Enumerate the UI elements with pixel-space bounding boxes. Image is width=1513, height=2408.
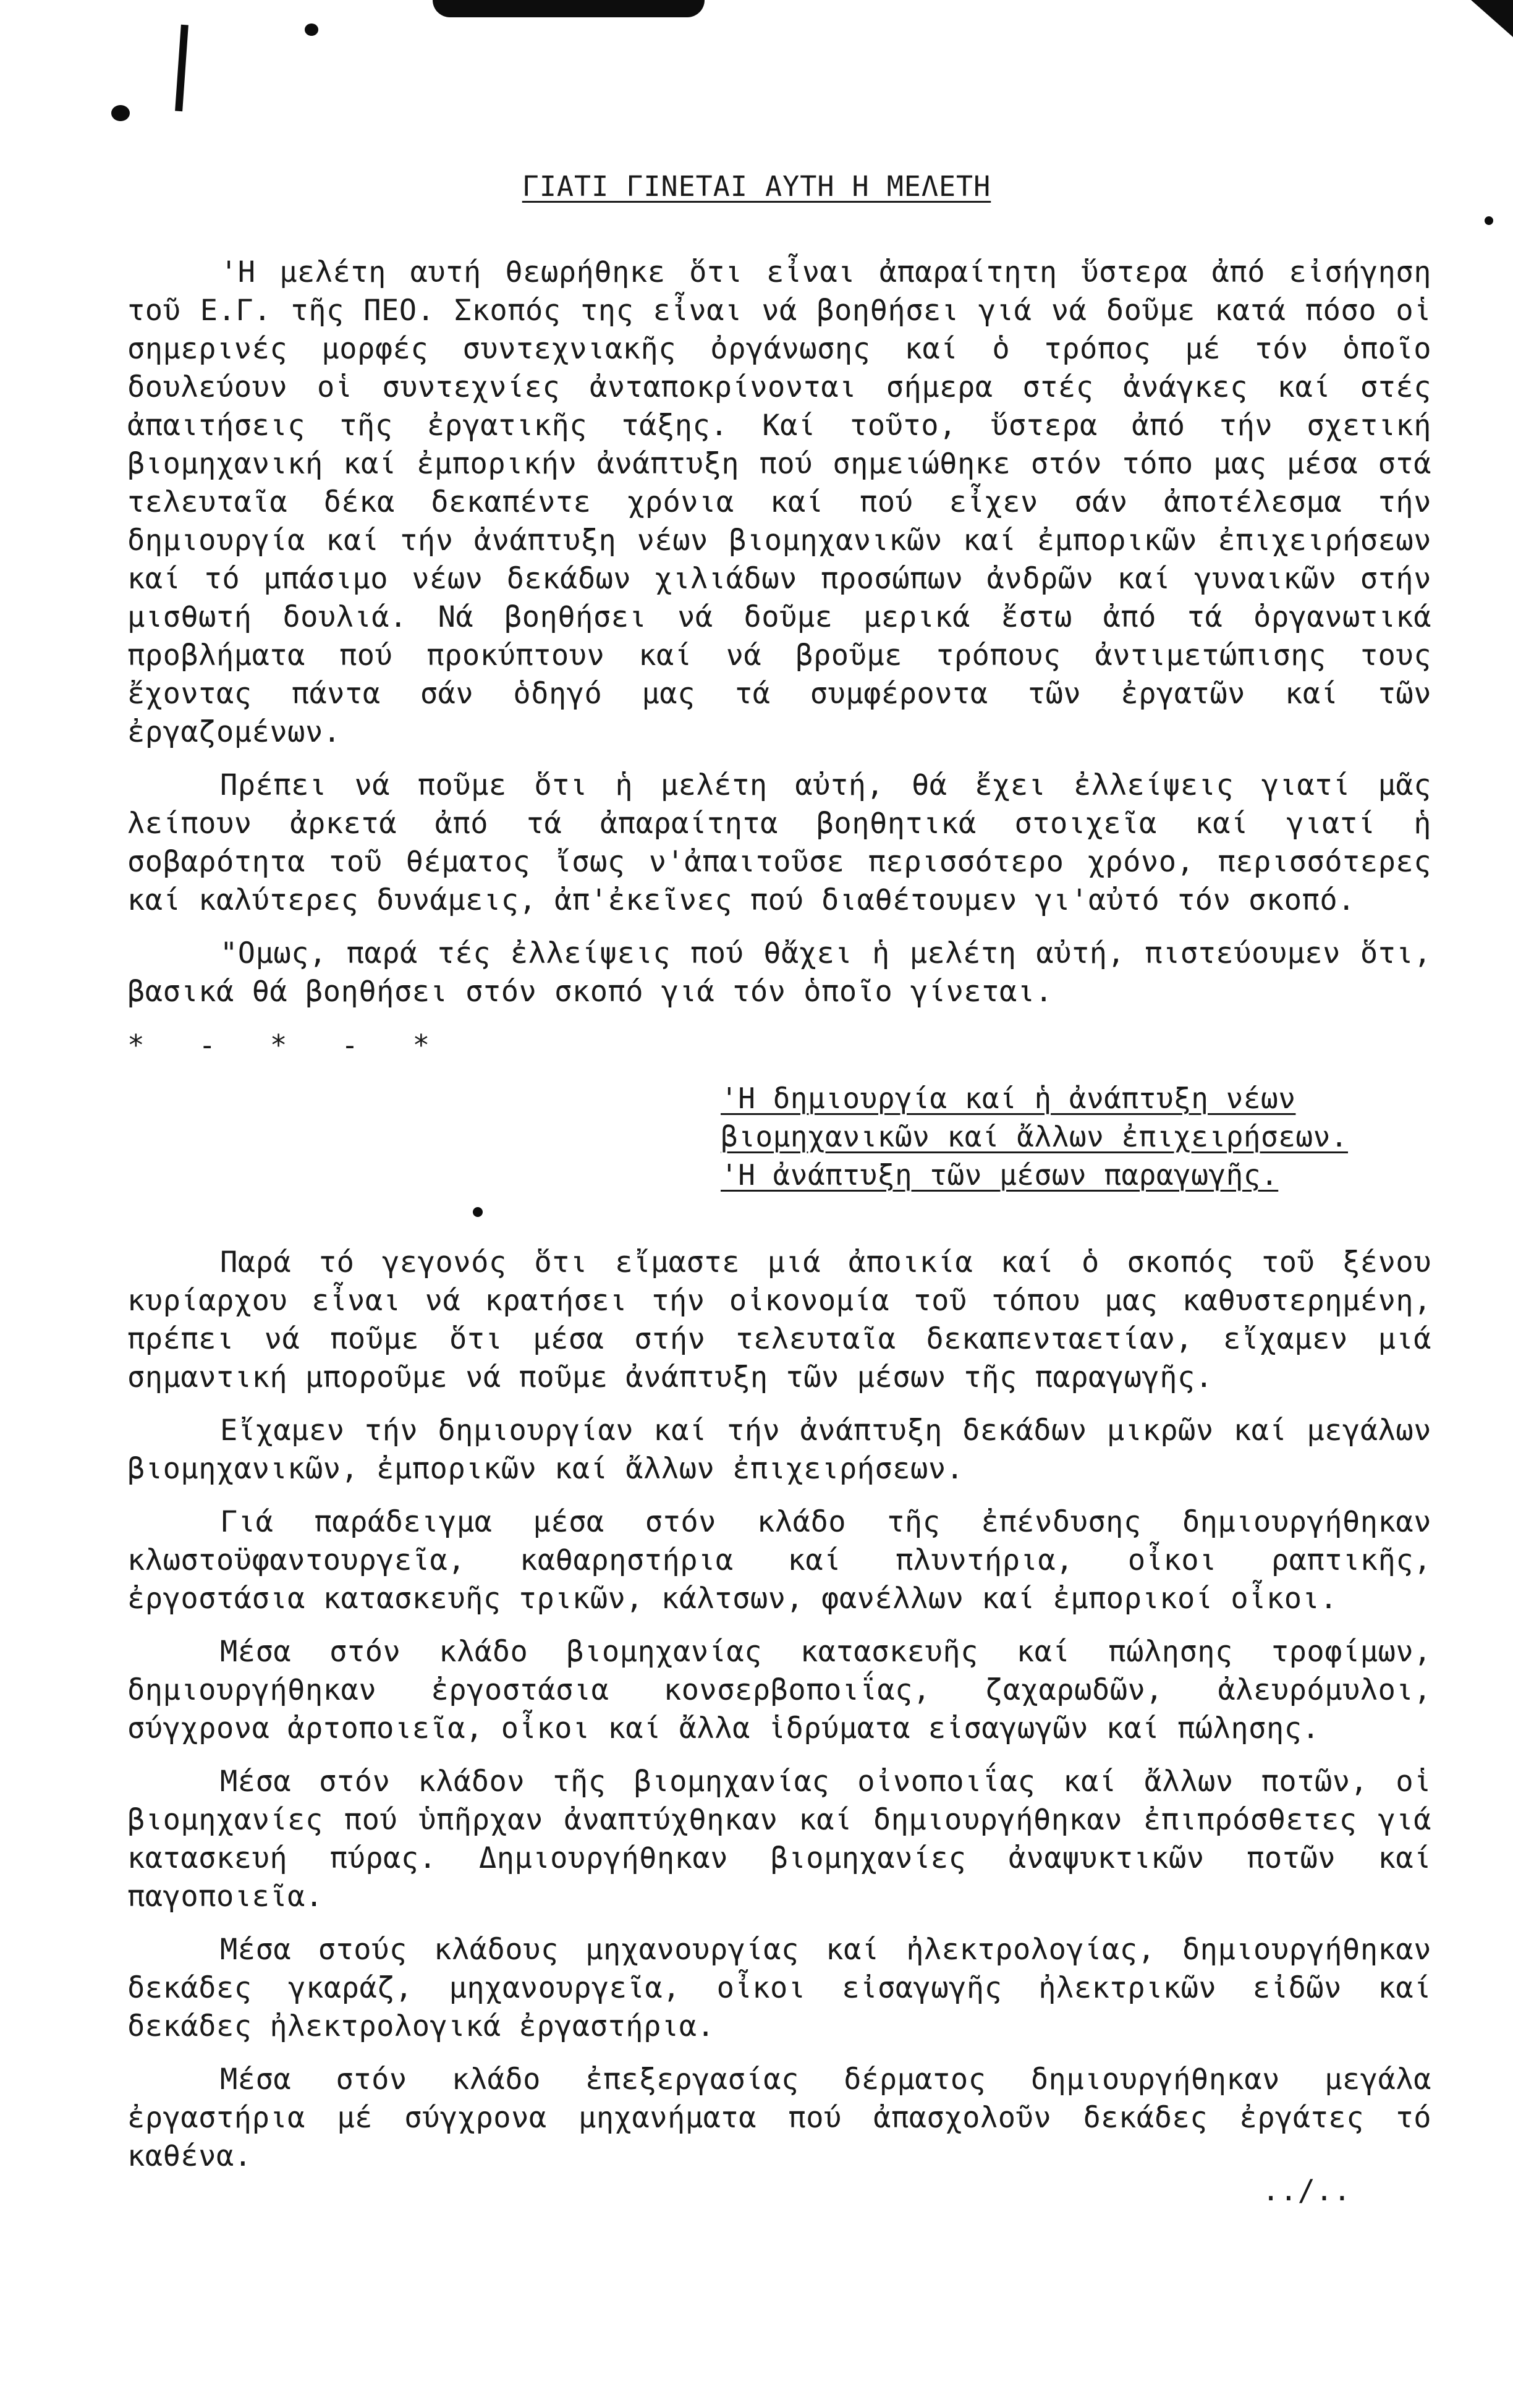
section-paragraph-6: Μέσα στούς κλάδους μηχανουργίας καί ἠλεκτρολογίας, δημιουργήθηκαν δεκάδες γκαράζ, μηχανουργεῖα, οἶκοι εἰσαγωγῆς ἠλεκτρικῶν εἰδῶν καί δεκάδες ἠλεκτρολογικά ἐργαστήρια.: [127, 1933, 1431, 2043]
scan-artifact-left-mark: [175, 25, 189, 111]
section-paragraph-3: Γιά παράδειγμα μέσα στόν κλάδο τῆς ἐπένδυσης δημιουργήθηκαν κλωστοϋφαντουργεῖα, καθαρηστήρια καί πλυντήρια, οἶκοι ραπτικῆς, ἐργοστάσια κατασκευῆς τρικῶν, κάλτσων, φανέλλων καί ἐμπορικοί οἶκοι.: [127, 1505, 1431, 1616]
section-heading-line-1: 'Η δημιουργία καί ἡ ἀνάπτυξη νέων: [721, 1082, 1296, 1115]
scan-artifact-right-dot: [1485, 216, 1493, 225]
section-paragraph-4: Μέσα στόν κλάδο βιομηχανίας κατασκευῆς καί πώλησης τροφίμων, δημιουργήθηκαν ἐργοστάσια κονσερβοποιΐας, ζαχαρωδῶν, ἀλευρόμυλοι, σύγχρονα ἀρτοποιεῖα, οἶκοι καί ἄλλα ἱδρύματα εἰσαγωγῶν καί πώλησης.: [127, 1635, 1431, 1745]
section-paragraph-1: Παρά τό γεγονός ὅτι εἴμαστε μιά ἀποικία καί ὁ σκοπός τοῦ ξένου κυρίαρχου εἶναι νά κρατήσει τήν οἰκονομία τοῦ τόπου μας καθυστερημένη, πρέπει νά ποῦμε ὅτι μέσα στήν τελευταῖα δεκαπενταετίαν, εἴχαμεν μιά σημαντική μποροῦμε νά ποῦμε ἀνάπτυξη τῶν μέσων τῆς παραγωγῆς.: [127, 1245, 1431, 1394]
intro-paragraph-2: Πρέπει νά ποῦμε ὅτι ἡ μελέτη αὐτή, θά ἔχει ἐλλείψεις γιατί μᾶς λείπουν ἀρκετά ἀπό τά ἀπαραίτητα βοηθητικά στοιχεῖα καί γιατί ἡ σοβαρότητα τοῦ θέματος ἴσως ν'ἀπαιτοῦσε περισσότερο χρόνο, περισσότερες καί καλύτερες δυνάμεις, ἀπ'ἐκεῖνες πού διαθέτουμεν γι'αὐτό τόν σκοπό.: [127, 768, 1431, 917]
separator: * - * - *: [127, 1028, 449, 1062]
scan-artifact-top-bar: [433, 0, 705, 17]
section-heading-line-2: βιομηχανικῶν καί ἄλλων ἐπιχειρήσεων.: [721, 1120, 1348, 1153]
section-heading-line-3: 'Η ἀνάπτυξη τῶν μέσων παραγωγῆς.: [721, 1158, 1279, 1192]
document-body: [127, 253, 1431, 2210]
scan-artifact-left-dot: [111, 105, 130, 121]
intro-paragraph-3: "Ομως, παρά τές ἐλλείψεις πού θἄχει ἡ μελέτη αὐτή, πιστεύουμεν ὅτι, βασικά θά βοηθήσει στόν σκοπό γιά τόν ὁποῖο γίνεται.: [127, 936, 1431, 1009]
scan-artifact-top-dot: [305, 23, 318, 36]
page-continuation-mark: ../..: [1262, 2174, 1351, 2208]
scan-artifact-top-corner: [1471, 0, 1513, 37]
page-title: ΓΙΑΤΙ ΓΙΝΕΤΑΙ ΑΥΤΗ Η ΜΕΛΕΤΗ: [522, 170, 991, 203]
section-paragraph-5: Μέσα στόν κλάδον τῆς βιομηχανίας οἰνοποιΐας καί ἄλλων ποτῶν, οἱ βιομηχανίες πού ὑπῆρχαν ἀναπτύχθηκαν καί δημιουργήθηκαν ἐπιπρόσθετες γιά κατασκευή πύρας. Δημιουργήθηκαν βιομηχανίες ἀναψυκτικῶν ποτῶν καί παγοποιεῖα.: [127, 1765, 1431, 1914]
section-paragraph-7: Μέσα στόν κλάδο ἐπεξεργασίας δέρματος δημιουργήθηκαν μεγάλα ἐργαστήρια μέ σύγχρονα μηχανήματα πού ἀπασχολοῦν δεκάδες ἐργάτες τό καθένα.: [127, 2062, 1431, 2173]
section-paragraph-2: Εἴχαμεν τήν δημιουργίαν καί τήν ἀνάπτυξη δεκάδων μικρῶν καί μεγάλων βιομηχανικῶν, ἐμπορικῶν καί ἄλλων ἐπιχειρήσεων.: [127, 1414, 1431, 1486]
intro-paragraph-1: 'Η μελέτη αυτή θεωρήθηκε ὅτι εἶναι ἀπαραίτητη ὕστερα ἀπό εἰσήγηση τοῦ Ε.Γ. τῆς ΠΕΟ. Σκοπός της εἶναι νά βοηθήσει γιά νά δοῦμε κατά πόσο οἱ σημερινές μορφές συντεχνιακῆς ὀργάνωσης καί ὁ τρόπος μέ τόν ὁποῖο δουλεύουν οἱ συντεχνίες ἀνταποκρίνονται σήμερα στές ἀνάγκες καί στές ἀπαιτήσεις τῆς ἐργατικῆς τάξης. Καί τοῦτο, ὕστερα ἀπό τήν σχετική βιομηχανική καί ἐμπορικήν ἀνάπτυξη πού σημειώθηκε στόν τόπο μας μέσα στά τελευταῖα δέκα δεκαπέντε χρόνια καί πού εἶχεν σάν ἀποτέλεσμα τήν δημιουργία καί τήν ἀνάπτυξη νέων βιομηχανικῶν καί ἐμπορικῶν ἐπιχειρήσεων καί τό μπάσιμο νέων δεκάδων χιλιάδων προσώπων ἀνδρῶν καί γυναικῶν στήν μισθωτή δουλιά. Νά βοηθήσει νά δοῦμε μερικά ἔστω ἀπό τά ὀργανωτικά προβλήματα πού προκύπτουν καί νά βροῦμε τρόπους ἀντιμετώπισης τους ἔχοντας πάντα σάν ὁδηγό μας τά συμφέροντα τῶν ἐργατῶν καί τῶν ἐργαζομένων.: [127, 255, 1431, 749]
section-heading: [721, 1079, 1431, 1194]
